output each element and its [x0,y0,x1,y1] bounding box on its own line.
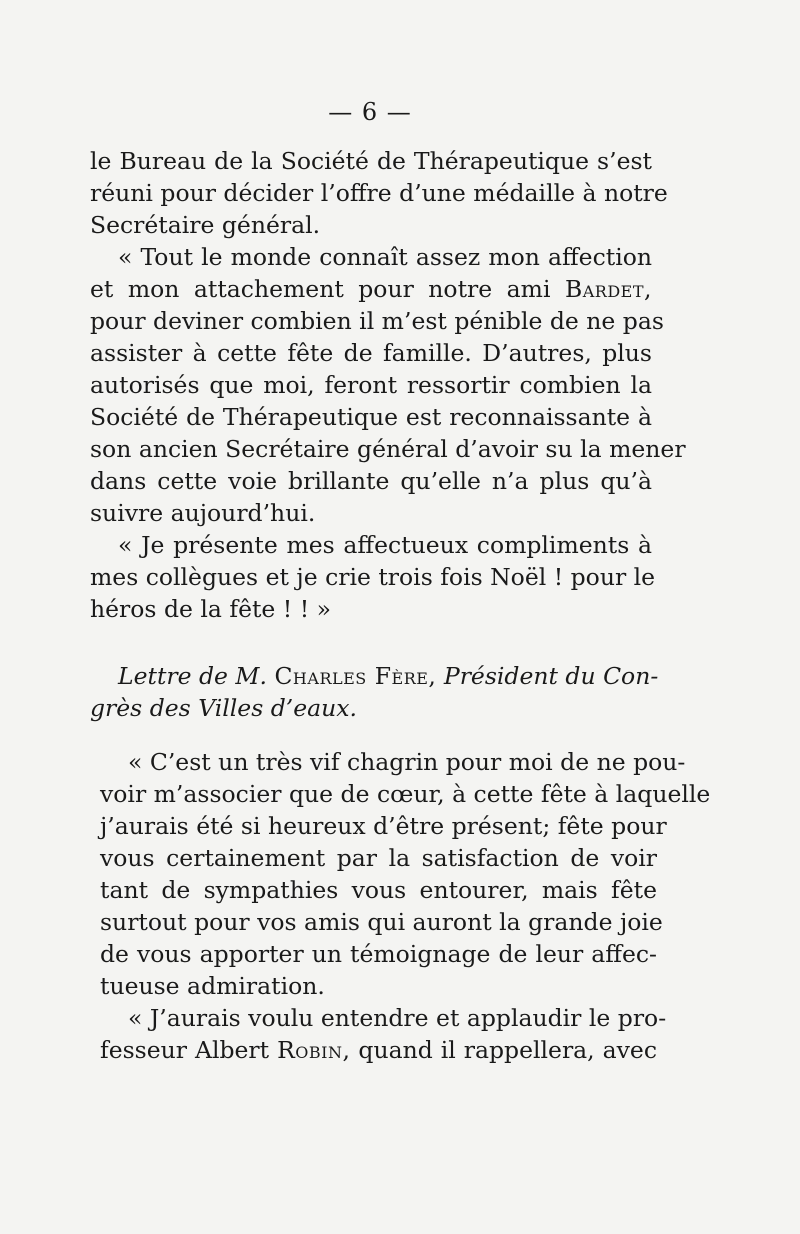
text-line: Société de Thérapeutique est reconnaissante à [90,403,652,431]
text-fragment: fesseur Albert [100,1036,270,1064]
text-line: héros de la fête ! ! » [90,595,332,623]
heading-line: grès des Villes d’eaux. [90,694,358,722]
text-line: de vous apporter un témoignage de leur affec- [100,940,657,968]
text-line-with-name [90,273,652,305]
text-line: Secrétaire général. [90,211,321,239]
text-line: « C’est un très vif chagrin pour moi de ne pou- [128,748,686,776]
text-line: tueuse admiration. [100,972,325,1000]
heading-prefix: Lettre de M. [118,662,267,690]
heading-line [90,660,659,692]
text-line: suivre aujourd’hui. [90,499,316,527]
name-bardet: Bardet, [564,275,652,303]
text-line: le Bureau de la Société de Thérapeutique s’est [90,147,652,175]
body-text-section-1 [90,145,686,625]
text-line: j’aurais été si heureux d’être présent; fête pour [100,812,667,840]
text-line: assister à cette fête de famille. D’autres, plus [90,339,652,367]
letter-heading [90,660,659,724]
text-line: vous certainement par la satisfaction de voir [100,844,657,872]
heading-name: Charles Fère, [274,662,437,690]
page-number: — 6 — [328,98,412,126]
text-line: autorisés que moi, feront ressortir combien la [90,371,652,399]
text-fragment: et mon attachement pour notre ami [90,275,551,303]
body-text-section-2 [100,746,711,1066]
name-robin: Robin, [277,1036,351,1064]
text-fragment: quand il rappellera, avec [358,1036,657,1064]
text-line: « Tout le monde connaît assez mon affection [118,243,652,271]
heading-title: Président du Con- [443,662,659,690]
text-line-with-name [100,1034,657,1066]
text-line: « J’aurais voulu entendre et applaudir le pro- [128,1004,667,1032]
text-line: voir m’associer que de cœur, à cette fête à laquelle [100,780,711,808]
text-line: son ancien Secrétaire général d’avoir su la mener [90,435,686,463]
text-line: réuni pour décider l’offre d’une médaille à notre [90,179,668,207]
text-line: surtout pour vos amis qui auront la grande joie [100,908,663,936]
text-line: tant de sympathies vous entourer, mais fête [100,876,657,904]
text-line: dans cette voie brillante qu’elle n’a plus qu’à [90,467,652,495]
text-line: « Je présente mes affectueux compliments à [118,531,652,559]
text-line: pour deviner combien il m’est pénible de ne pas [90,307,664,335]
text-line: mes collègues et je crie trois fois Noël ! pour le [90,563,656,591]
